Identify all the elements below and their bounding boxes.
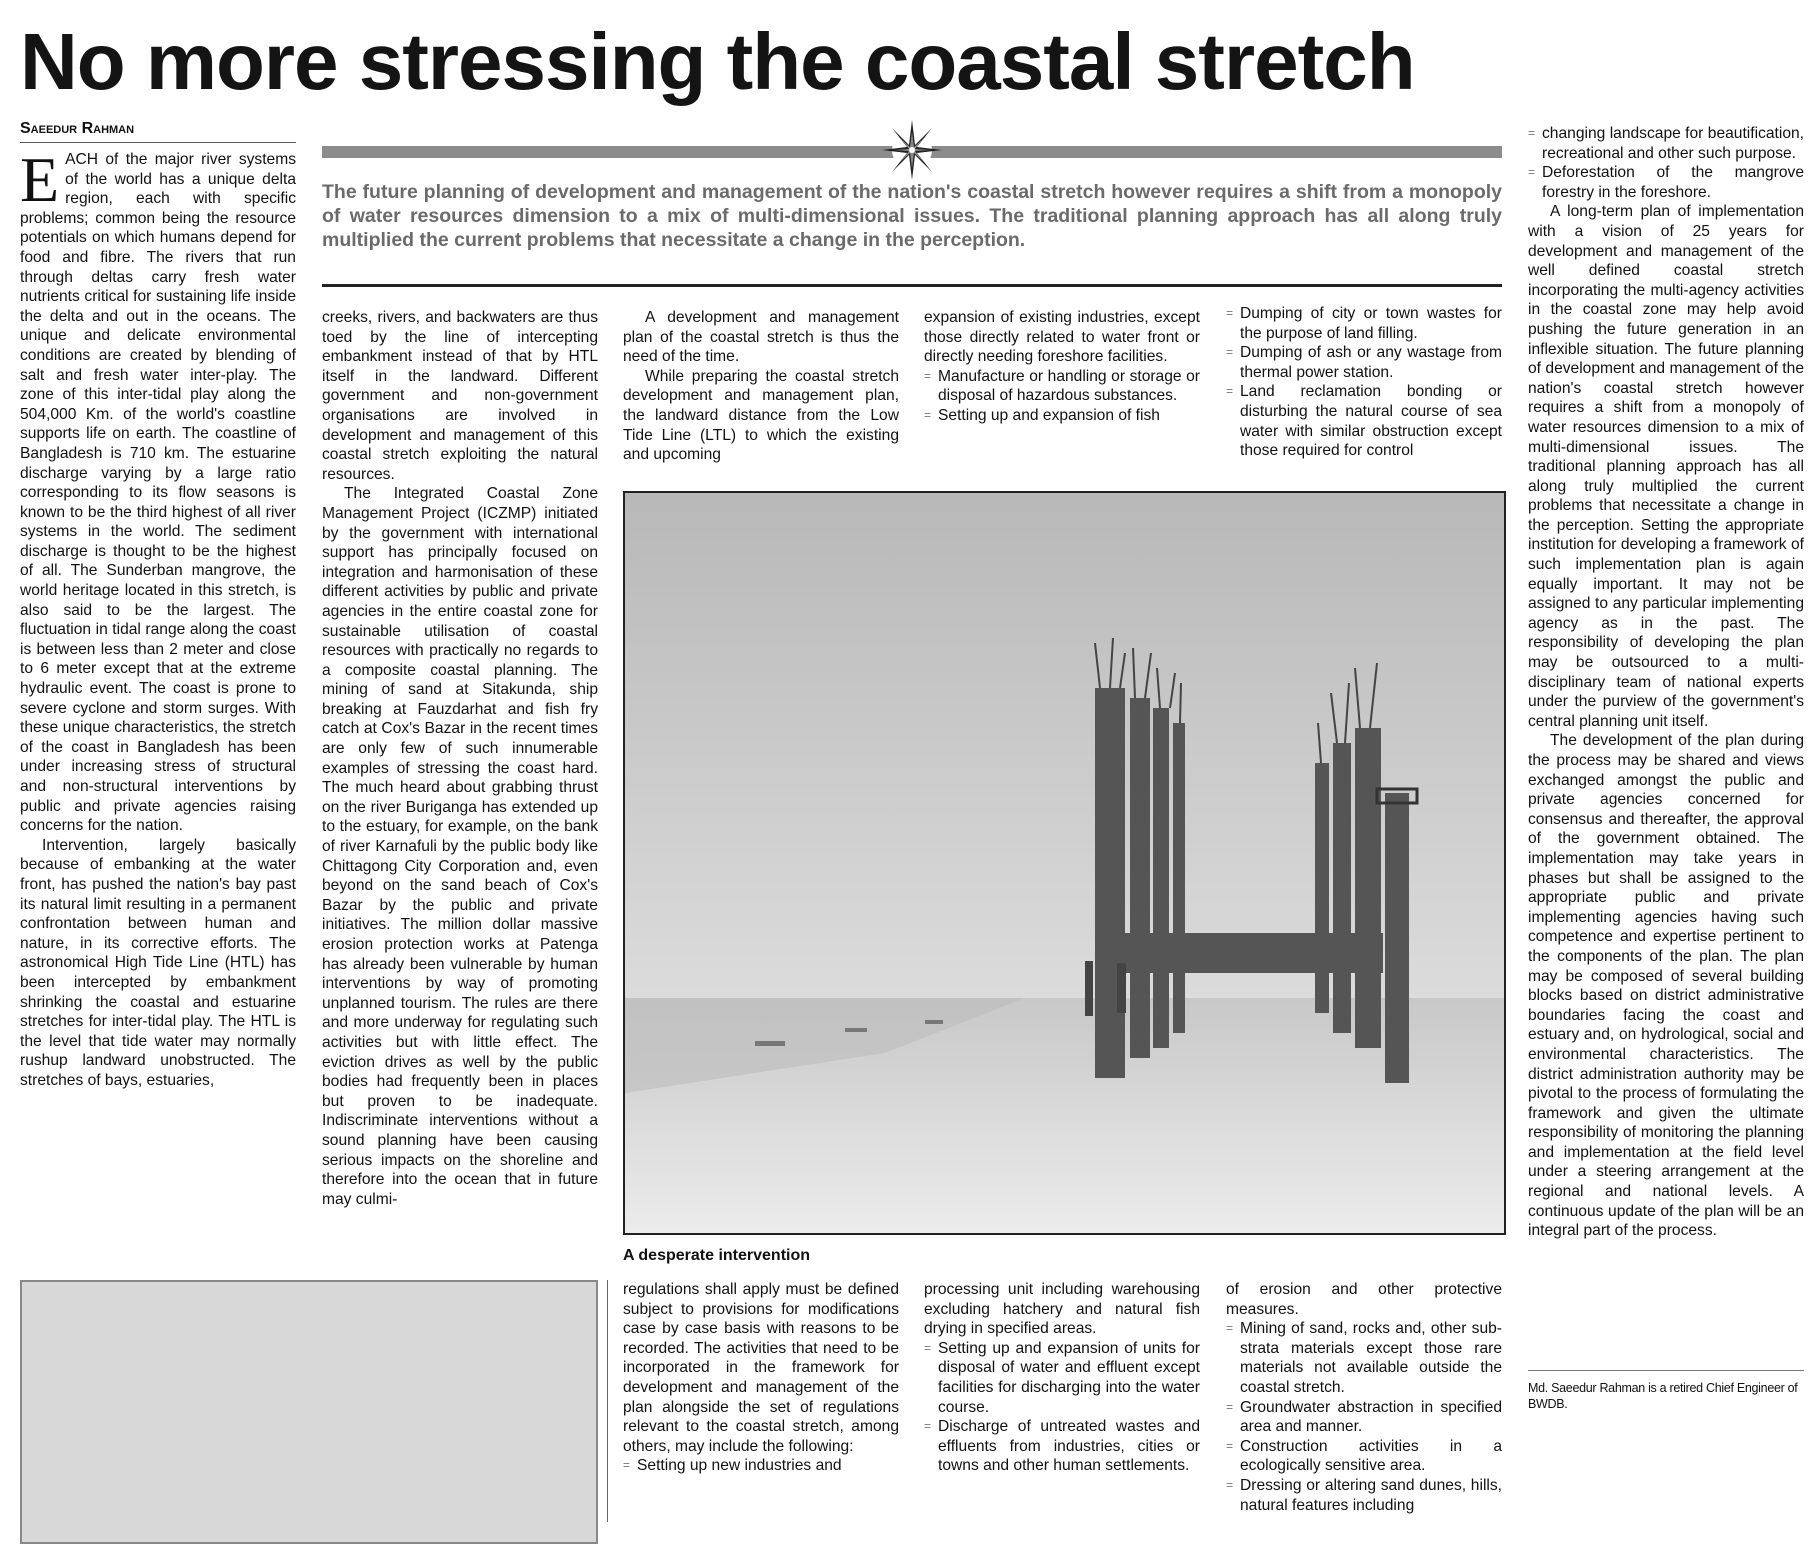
list-item: = Setting up and expansion of units for disposal of water and effluent except facilities for discharging into the water course. [924,1339,1200,1417]
author-note: Md. Saeedur Rahman is a retired Chief Engineer of BWDB. [1528,1381,1798,1411]
column-4-bottom [924,1280,1200,1522]
list-item: = Dressing or altering sand dunes, hills, natural features including [1226,1476,1502,1515]
column-5-top [1226,304,1502,468]
drop-cap: E [20,150,60,215]
column-divider [607,1280,608,1522]
author-note-rule [1528,1370,1804,1371]
col2-paragraph-2: The Integrated Coastal Zone Management Project (ICZMP) initiated by the government with international support has principally focused on integration and harmonisation of these different activities by public and private agencies in the entire coastal zone for sustainable utilisation of coastal resources with practically no regards to a composite coastal planning. The mining of sand at Sitakunda, ship breaking at Fauzdarhat and fish fry catch at Cox's Bazar in the recent times are only few of such innumerable examples of stressing the coast hard. The much heard about grabbing thrust on the river Buriganga has extended up to the estuary, for example, on the bank of river Karnafuli by the public body like Chittagong City Corporation and, even beyond on the sand beach of Cox's Bazar by the public and private initiatives. The million dollar massive erosion protection works at Patenga has already been vulnerable by human interventions by way of promoting unplanned tourism. The rules are there and more underway for regulating such activities but with little effect. The eviction drives as well by the public bodies had frequently been in places but proven to be inadequate. Indiscriminate interventions without a sound planning have been causing serious impacts on the shoreline and therefore into the ocean that in future may culmi- [322,485,598,1208]
list-item: = Discharge of untreated wastes and effluents from industries, cities or towns and other human settlements. [924,1417,1200,1476]
col6-list [1528,124,1804,202]
list-item: = Groundwater abstraction in specified area and manner. [1226,1398,1502,1437]
list-item: = Mining of sand, rocks and, other sub-strata materials except those rare materials not available outside the coastal stretch. [1226,1319,1502,1397]
col3-bottom-list [623,1456,899,1476]
list-item: = Construction activities in a ecologically sensitive area. [1226,1437,1502,1476]
column-3-bottom [623,1280,899,1522]
list-item: = Setting up and expansion of fish [924,406,1200,426]
col4-top-list [924,367,1200,426]
blank-advert-box [20,1280,598,1544]
headline: No more stressing the coastal stretch [20,17,1415,106]
list-item: = changing landscape for beautification, recreational and other such purpose. [1528,124,1804,163]
column-5-bottom [1226,1280,1502,1522]
list-item: = Dumping of city or town wastes for the purpose of land filling. [1226,304,1502,343]
col5-bottom-list [1226,1319,1502,1515]
list-item: = Land reclamation bonding or disturbing the natural course of sea water with similar obstruction except those required for control [1226,382,1502,460]
col5-top-list [1226,304,1502,461]
col3-bottom-paragraph: regulations shall apply must be defined subject to provisions for modifications case by case basis with reasons to be recorded. The activities that need to be incorporated in the framework for development and management of the plan alongside the set of regulations relevant to the coastal stretch, among others, may include the following: [623,1281,899,1455]
star-ornament-icon [880,118,944,182]
col1-paragraph-2: Intervention, largely basically because of embanking at the water front, has pushed the nation's bay past its natural limit resulting in a permanent confrontation between human and nature, in its corrective efforts. The astronomical High Tide Line (HTL) has been intercepted by embankment shrinking the coastal and estuarine stretches for inter-tidal play. The HTL is the level that tide water may normally rushup landward unobstructed. The stretches of bays, estuaries, [20,836,296,1089]
list-item: = Dumping of ash or any wastage from thermal power station. [1226,343,1502,382]
col3-top-paragraph-1: A development and management plan of the coastal stretch is thus the need of the time. [623,309,899,366]
list-item: = Setting up new industries and [623,1456,899,1476]
column-6 [1528,124,1804,1359]
photo-caption: A desperate intervention [623,1247,811,1264]
col5-bottom-lead: of erosion and other protective measures. [1226,1281,1502,1318]
col3-top-paragraph-2: While preparing the coastal stretch development and management plan, the landward distance from the Low Tide Line (LTL) to which the existing and upcoming [623,367,899,464]
col4-top-lead: expansion of existing industries, except those directly related to water front or directly needing foreshore facilities. [924,309,1200,366]
col1-paragraph-1: EACH of the major river systems of the world has a unique delta region, each with specific problems; common being the resource potentials on which humans depend for food and fibre. The rivers that run through deltas carry fresh water nutrients critical for sustaining life inside the delta and out in the oceans. The unique and delicate environmental conditions are created by blending of salt and fresh water inter-play. The zone of this inter-tidal play along the 504,000 Km. of the world's coastline supports life on earth. The coastline of Bangladesh is 710 km. The estuarine discharge varying by a large ratio corresponding to its flow seasons is known to be the third highest of all river systems in the world. The sediment discharge is thought to be the highest of all. The Sunderban mangrove, the world heritage located in this stretch, is also said to be the largest. The fluctuation in tidal range along the coast is between less than 2 meter and close to 6 meter except that at the extreme hydraulic event. The coast is prone to severe cyclone and storm surges. With these unique characteristics, the stretch of the coast in Bangladesh has been under increasing stress of structural and non-structural interventions by public and private agencies raising concerns for the nation. [20,150,296,835]
column-4-top [924,308,1200,468]
col4-bottom-lead: processing unit including warehousing excluding hatchery and natural fish drying in specified areas. [924,1281,1200,1338]
col6-paragraph-2: The development of the plan during the process may be shared and views exchanged amongst the public and private agencies concerned for consensus and thereafter, the approval of the government obtained. The implementation may take years in phases but shall be assigned to the appropriate public and private implementing agencies having such competence and expertise pertinent to the components of the plan. The plan may be composed of several building blocks based on district administrative boundaries facing the coast and estuary and, on hydrological, social and environmental characteristics. The district administration authority may be pivotal to the process of formulating the framework and given the ultimate responsibility of monitoring the planning and implementation at the field level under a steering arrangement at the regional and national levels. A continuous update of the plan will be an integral part of the process. [1528,732,1804,1240]
pullquote-bottom-rule [322,284,1502,287]
col4-bottom-list [924,1339,1200,1476]
pullquote: The future planning of development and management of the nation's coastal stretch however requires a shift from a monopoly of water resources dimension to a mix of multi-dimensional issues. The traditional planning approach has all along truly multiplied the current problems that necessitate a change in the perception. [322,181,1502,251]
column-3-top [623,308,899,468]
list-item: = Deforestation of the mangrove forestry in the foreshore. [1528,163,1804,202]
column-2 [322,308,598,1255]
column-1 [20,150,296,1255]
beach-photo-illustration [625,493,1504,1233]
byline: Saeedur Rahman [20,120,296,143]
list-item: = Manufacture or handling or storage or disposal of hazardous substances. [924,367,1200,406]
beach-photo [623,491,1506,1235]
col6-paragraph-1: A long-term plan of implementation with a vision of 25 years for development and management of the well defined coastal stretch incorporating the multi-agency activities in the coastal zone may help avoid pushing the future generation in an inflexible situation. The future planning of development and management of the nation's coastal stretch however requires a shift from a monopoly of water resources dimension to a mix of multi-dimensional issues. The traditional planning approach has all along truly multiplied the current problems that necessitate a change in the perception. Setting the appropriate institution for developing a framework of such implementation plan is again equally important. It may not be assigned to any particular implementing agency as in the past. The responsibility of developing the plan may be outsourced to a multi-disciplinary team of national experts under the purview of the government's central planning unit itself. [1528,203,1804,730]
col2-paragraph-1: creeks, rivers, and backwaters are thus toed by the line of intercepting embankment instead of that by HTL itself in the landward. Different government and non-government organisations are involved in development and management of this coastal stretch exploiting the natural resources. [322,309,598,483]
